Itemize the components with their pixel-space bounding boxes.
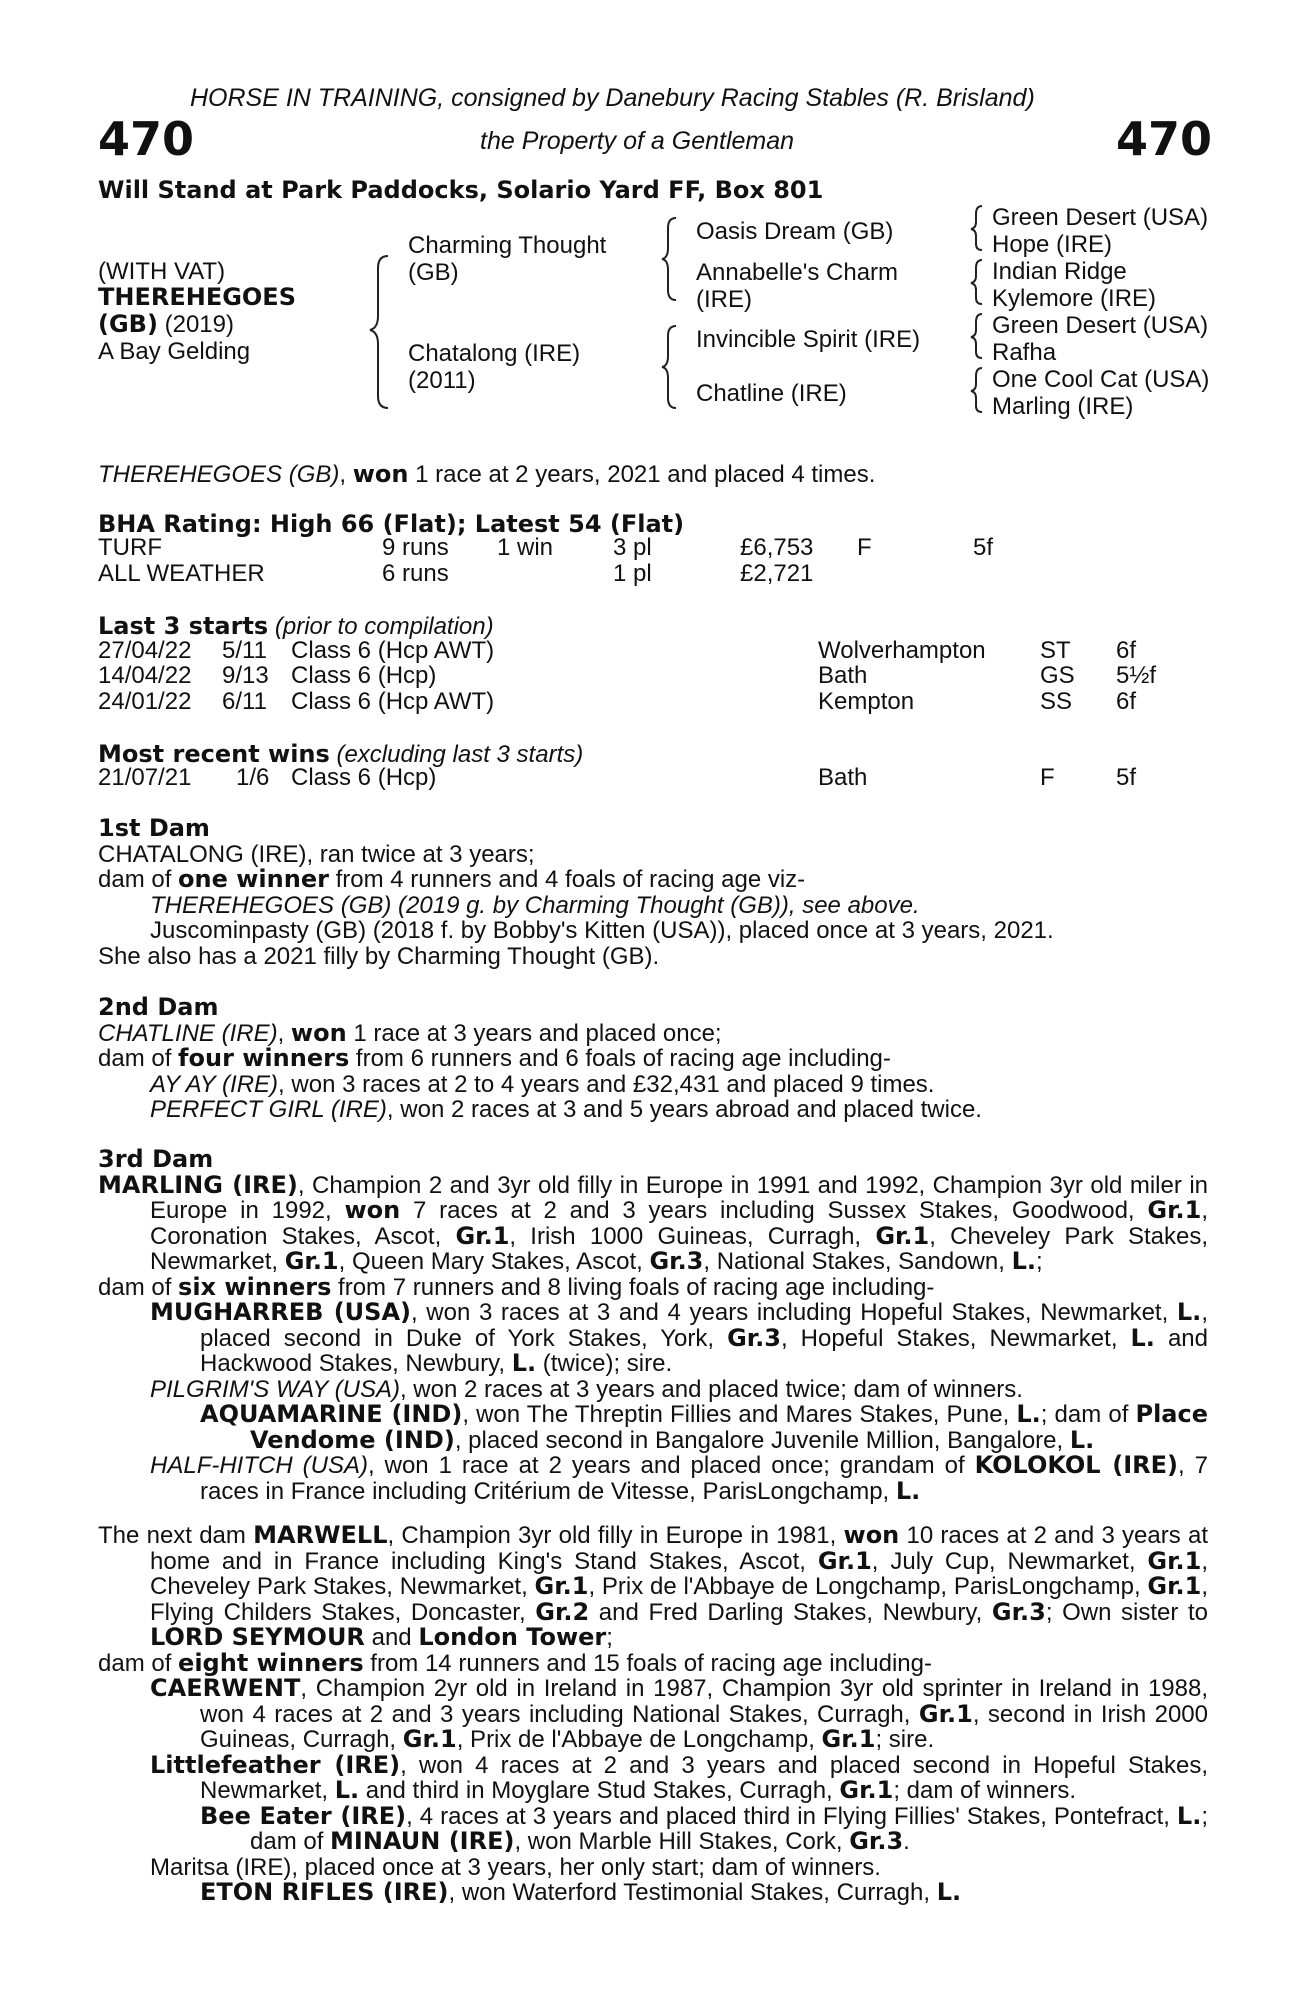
listed-label: L. <box>1130 1323 1155 1352</box>
summary-horse: THEREHEGOES (GB) <box>98 461 340 488</box>
grade-label: Gr.3 <box>649 1247 704 1275</box>
winners-count: one winner <box>178 865 329 893</box>
lot-number-left: 470 <box>98 112 195 166</box>
third-dam-record <box>98 1170 1208 1275</box>
grade-label: Gr.1 <box>821 1725 876 1753</box>
last-starts-note: (prior to compilation) <box>268 613 494 640</box>
sire-dam: Annabelle's Charm <box>696 259 899 286</box>
horse-description: A Bay Gelding <box>98 338 251 365</box>
won-label: won <box>290 1018 347 1047</box>
winners-count: four winners <box>178 1044 350 1072</box>
produce-entry <box>98 1377 1208 1403</box>
text: , Cheveley Park Stakes, Newmarket, <box>150 1222 1208 1275</box>
start-distance: 6f <box>1116 688 1137 715</box>
dam-sire: Invincible Spirit (IRE) <box>696 326 921 353</box>
win-distance: 5f <box>1116 764 1137 791</box>
last-starts-title: Last 3 starts <box>98 612 269 640</box>
listed-label: L. <box>1011 1247 1036 1275</box>
produce-entry <box>98 1300 1208 1377</box>
text: , Queen Mary Stakes, Ascot, <box>338 1248 650 1275</box>
start-date: 27/04/22 <box>98 637 192 664</box>
text: , Prix de l'Abbaye de Longchamp, ParisLongchamp, <box>588 1573 1148 1600</box>
win-going: F <box>1040 764 1055 791</box>
text: , won 3 races at 3 and 4 years including Hopeful Stakes, Newmarket, <box>410 1299 1177 1326</box>
text: ; dam of <box>1040 1401 1136 1428</box>
text: , Flying Childers Stakes, Doncaster, <box>150 1573 1209 1626</box>
text: , Champion 3yr old filly in Europe in 1981, <box>387 1522 844 1549</box>
summary-rest: 1 race at 2 years, 2021 and placed 4 times. <box>408 461 876 488</box>
text: , Champion 2yr old in Ireland in 1987, Champion 3yr old sprinter in Ireland in 1988, won 4 races at 2 and 3 years including National Stakes, Curragh, <box>200 1675 1208 1728</box>
first-dam-section <box>98 816 1208 969</box>
next-dam-record <box>98 1523 1208 1651</box>
text: from 4 runners and 4 foals of racing age viz- <box>328 866 806 893</box>
ped-dsd: Rafha <box>992 339 1057 366</box>
text: ; dam of <box>250 1802 1208 1855</box>
text: ; Own sister to <box>1045 1598 1208 1626</box>
text: dam of <box>98 866 179 893</box>
start-date: 24/01/22 <box>98 688 192 715</box>
sire-country: (GB) <box>408 259 459 286</box>
text: , won Waterford Testimonial Stakes, Curragh, <box>448 1879 937 1906</box>
dam-year: (2011) <box>408 367 476 394</box>
next-dam-section <box>98 1523 1208 1906</box>
text: , won 4 races at 2 and 3 years and placed second in Hopeful Stakes, Newmarket, <box>200 1751 1208 1804</box>
produce-entry <box>98 1097 1208 1123</box>
win-course: Bath <box>818 764 868 791</box>
text: 1 race at 3 years and placed once; <box>346 1019 722 1047</box>
text: 10 races at 2 and 3 years at home and in France including King's Stand Stakes, Ascot, <box>150 1522 1208 1575</box>
sire-sire: Oasis Dream (GB) <box>696 218 894 245</box>
text: . <box>903 1828 910 1855</box>
produce-name: HALF-HITCH (USA) <box>150 1452 368 1479</box>
dam-dam: Chatline (IRE) <box>696 380 847 407</box>
text: , Coronation Stakes, Ascot, <box>150 1197 1208 1250</box>
text: ; <box>1036 1248 1043 1275</box>
dam-name: MARWELL <box>253 1521 388 1549</box>
horse-name: THEREHEGOES <box>98 283 296 311</box>
start-going: ST <box>1040 637 1071 664</box>
relative-name: LORD SEYMOUR <box>150 1623 365 1651</box>
bha-row-runs: 9 runs <box>382 534 449 561</box>
grade-label: Gr.1 <box>817 1546 872 1575</box>
produce-name: MUGHARREB (USA) <box>150 1298 411 1326</box>
grade-label: Gr.3 <box>727 1323 781 1352</box>
brace-sire <box>662 218 676 300</box>
dam-name: CHATLINE (IRE) <box>98 1019 278 1047</box>
bha-row-dist: 5f <box>973 534 994 561</box>
brace-sd <box>971 260 982 304</box>
text: and Fred Darling Stakes, Newbury, <box>589 1598 992 1626</box>
text: , Irish 1000 Guineas, Curragh, <box>509 1222 876 1250</box>
ped-ssd: Hope (IRE) <box>992 231 1113 258</box>
grade-label: Gr.1 <box>1147 1196 1202 1224</box>
bha-row-prize: £6,753 <box>740 534 814 561</box>
start-distance: 5½f <box>1116 662 1157 689</box>
start-course: Wolverhampton <box>818 637 986 664</box>
text: , won 1 race at 2 years and placed once; grandam of <box>367 1452 975 1479</box>
grade-label: Gr.1 <box>455 1221 510 1250</box>
horse-year: (2019) <box>157 311 234 338</box>
text: , Cheveley Park Stakes, Newmarket, <box>150 1547 1208 1600</box>
winners-count: eight winners <box>178 1648 364 1677</box>
listed-label: L. <box>334 1776 360 1804</box>
text: from 7 runners and 8 living foals of racing age including- <box>331 1273 935 1301</box>
grade-label: Gr.1 <box>1147 1572 1202 1600</box>
text: , won The Threptin Fillies and Mares Stakes, Pune, <box>462 1401 1017 1428</box>
text: and <box>364 1624 419 1651</box>
ped-sdd: Kylemore (IRE) <box>992 285 1157 312</box>
text: , won 2 races at 3 and 5 years abroad and placed twice. <box>386 1096 982 1123</box>
bha-row-prize: £2,721 <box>740 560 814 587</box>
grade-label: Gr.2 <box>535 1597 590 1626</box>
listed-label: L. <box>1016 1400 1041 1428</box>
start-race: Class 6 (Hcp) <box>291 662 437 689</box>
first-dam-produce-line <box>98 867 1208 893</box>
produce-entry <box>98 1676 1208 1753</box>
ped-ddd: Marling (IRE) <box>992 393 1134 420</box>
second-dam-produce-line <box>98 1046 1208 1072</box>
listed-label: L. <box>1176 1298 1202 1326</box>
text: The next dam <box>98 1522 254 1549</box>
foal-note: She also has a 2021 filly by Charming Thought (GB). <box>98 942 660 970</box>
text: ; <box>606 1624 613 1651</box>
recent-wins-note: (excluding last 3 starts) <box>329 741 584 768</box>
won-label: won <box>344 1196 401 1224</box>
foal-entry: THEREHEGOES (GB) (2019 g. by Charming Thought (GB)), see above. <box>150 891 920 919</box>
produce-entry <box>98 1801 1208 1855</box>
produce-name: AY AY (IRE) <box>150 1070 279 1098</box>
grade-label: Gr.3 <box>849 1827 904 1855</box>
produce-entry <box>98 1402 1208 1453</box>
start-race: Class 6 (Hcp AWT) <box>291 637 495 664</box>
produce-name: ETON RIFLES (IRE) <box>200 1878 449 1906</box>
text: , second in Irish 2000 Guineas, Curragh, <box>200 1700 1208 1753</box>
text: , July Cup, Newmarket, <box>871 1547 1148 1575</box>
winners-count: six winners <box>178 1272 332 1301</box>
ped-dss: Green Desert (USA) <box>992 312 1209 339</box>
bha-row-going: F <box>857 534 872 561</box>
second-dam-line: CHATLINE (IRE), won 1 race at 3 years and placed once; <box>98 1018 722 1047</box>
start-date: 14/04/22 <box>98 662 192 689</box>
start-going: GS <box>1040 662 1075 689</box>
summary-won: won <box>352 460 409 488</box>
won-label: won <box>843 1521 900 1549</box>
text: , 4 races at 3 years and placed third in Flying Fillies' Stakes, Pontefract, <box>406 1802 1177 1830</box>
text: , 7 races in France including Critérium de Vitesse, ParisLongchamp, <box>200 1452 1209 1505</box>
ped-sss: Green Desert (USA) <box>992 204 1209 231</box>
lot-number-right: 470 <box>1116 112 1213 166</box>
listed-label: L. <box>1069 1425 1095 1454</box>
dam-name: MARLING (IRE) <box>98 1170 298 1199</box>
brace-ds <box>971 314 982 358</box>
sire-name: Charming Thought <box>408 232 607 259</box>
first-dam-heading: 1st Dam <box>98 814 210 842</box>
recent-wins-title: Most recent wins <box>98 740 330 768</box>
start-distance: 6f <box>1116 637 1137 664</box>
produce-name: Bee Eater (IRE) <box>200 1801 407 1830</box>
next-dam-produce-line <box>98 1648 1208 1677</box>
text: , placed second in Duke of York Stakes, York, <box>200 1299 1208 1352</box>
ped-sds: Indian Ridge <box>992 258 1127 285</box>
bha-row-placed: 1 pl <box>613 560 652 587</box>
win-date: 21/07/21 <box>98 764 192 791</box>
grade-label: Gr.1 <box>918 1699 973 1728</box>
relative-name: London Tower <box>418 1623 607 1651</box>
third-dam-heading: 3rd Dam <box>98 1145 214 1173</box>
text: and Hackwood Stakes, Newbury, <box>200 1324 1208 1377</box>
produce-entry <box>98 1453 1208 1504</box>
sire-dam-country: (IRE) <box>696 286 752 313</box>
text: from 14 runners and 15 foals of racing age including- <box>363 1649 932 1677</box>
listed-label: L. <box>511 1349 537 1377</box>
produce-name: MINAUN (IRE) <box>330 1827 515 1855</box>
grade-label: Gr.1 <box>839 1776 894 1804</box>
third-dam-produce-line <box>98 1272 1208 1301</box>
grade-label: Gr.1 <box>875 1221 930 1250</box>
grade-label: Gr.1 <box>1147 1546 1202 1575</box>
first-dam-line: CHATALONG (IRE), ran twice at 3 years; <box>98 840 535 868</box>
stand-location: Will Stand at Park Paddocks, Solario Yard FF, Box 801 <box>98 176 824 204</box>
produce-name: PERFECT GIRL (IRE) <box>150 1096 387 1123</box>
start-race: Class 6 (Hcp AWT) <box>291 688 495 715</box>
text: ; dam of winners. <box>893 1777 1077 1804</box>
text: , Hopeful Stakes, Newmarket, <box>781 1324 1131 1352</box>
produce-name: PILGRIM'S WAY (USA) <box>150 1375 400 1403</box>
vat-status: (WITH VAT) <box>98 258 226 285</box>
grade-label: Gr.1 <box>402 1725 457 1753</box>
start-position: 6/11 <box>222 688 267 715</box>
text: (twice); sire. <box>536 1350 673 1377</box>
text: , Prix de l'Abbaye de Longchamp, <box>456 1726 822 1753</box>
horse-origin: (GB) <box>98 310 158 338</box>
text: , National Stakes, Sandown, <box>703 1248 1012 1275</box>
text: , placed second in Bangalore Juvenile Million, Bangalore, <box>454 1426 1070 1454</box>
text: and third in Moyglare Stud Stakes, Curragh, <box>359 1777 840 1804</box>
third-dam-section <box>98 1147 1208 1504</box>
produce-entry <box>98 1880 1208 1906</box>
second-dam-section <box>98 995 1208 1123</box>
produce-name: AQUAMARINE (IND) <box>200 1400 463 1428</box>
text: from 6 runners and 6 foals of racing age including- <box>349 1045 891 1072</box>
start-position: 9/13 <box>222 662 269 689</box>
dam-name: Chatalong (IRE) <box>408 340 581 367</box>
brace-main <box>370 256 388 408</box>
listed-label: L. <box>895 1476 921 1505</box>
text: , won 3 races at 2 to 4 years and £32,431 and placed 9 times. <box>278 1070 935 1098</box>
produce-name: Littlefeather (IRE) <box>150 1750 401 1779</box>
produce-name: Place Vendome (IND) <box>250 1400 1208 1454</box>
bha-row-runs: 6 runs <box>382 560 449 587</box>
produce-name: KOLOKOL (IRE) <box>974 1451 1179 1479</box>
bha-row-placed: 3 pl <box>613 534 652 561</box>
ped-dds: One Cool Cat (USA) <box>992 366 1210 393</box>
grade-label: Gr.1 <box>284 1247 339 1275</box>
start-course: Bath <box>818 662 868 689</box>
text: , won 2 races at 3 years and placed twice; dam of winners. <box>399 1375 1023 1403</box>
produce-entry <box>98 1750 1208 1804</box>
produce-entry: Maritsa (IRE), placed once at 3 years, her only start; dam of winners. <box>150 1853 881 1881</box>
property-line: the Property of a Gentleman <box>480 127 795 155</box>
start-course: Kempton <box>818 688 915 715</box>
text: dam of <box>98 1273 179 1301</box>
brace-dam <box>662 326 676 408</box>
text: ; sire. <box>875 1726 935 1753</box>
bha-row-surface: ALL WEATHER <box>98 560 265 587</box>
produce-name: CAERWENT <box>150 1674 301 1702</box>
text: , Champion 2 and 3yr old filly in Europe in 1991 and 1992, Champion 3yr old miler in Europe in 1992, <box>150 1171 1208 1224</box>
produce-entry <box>98 1072 1208 1098</box>
win-race: Class 6 (Hcp) <box>291 764 437 791</box>
bha-row-surface: TURF <box>98 534 162 561</box>
brace-ss <box>971 206 982 250</box>
race-summary: THEREHEGOES (GB), won 1 race at 2 years, 2021 and placed 4 times. <box>98 460 876 488</box>
bha-row-wins: 1 win <box>497 534 554 561</box>
win-position: 1/6 <box>236 764 270 791</box>
text: dam of <box>98 1649 179 1677</box>
grade-label: Gr.1 <box>534 1572 589 1600</box>
start-going: SS <box>1040 688 1073 715</box>
grade-label: Gr.3 <box>991 1597 1046 1626</box>
second-dam-heading: 2nd Dam <box>98 993 219 1021</box>
text: , won Marble Hill Stakes, Cork, <box>514 1828 850 1855</box>
text: 7 races at 2 and 3 years including Sussex Stakes, Goodwood, <box>400 1197 1148 1224</box>
consignor-line: HORSE IN TRAINING, consigned by Danebury Racing Stables (R. Brisland) <box>190 84 1035 112</box>
listed-label: L. <box>936 1878 962 1906</box>
brace-dd <box>971 368 982 412</box>
foal-entry: Juscominpasty (GB) (2018 f. by Bobby's Kitten (USA)), placed once at 3 years, 2021. <box>150 917 1054 944</box>
listed-label: L. <box>1176 1801 1202 1830</box>
bha-rating-heading: BHA Rating: High 66 (Flat); Latest 54 (Flat) <box>98 510 685 538</box>
text: dam of <box>98 1045 179 1072</box>
start-position: 5/11 <box>222 637 267 664</box>
